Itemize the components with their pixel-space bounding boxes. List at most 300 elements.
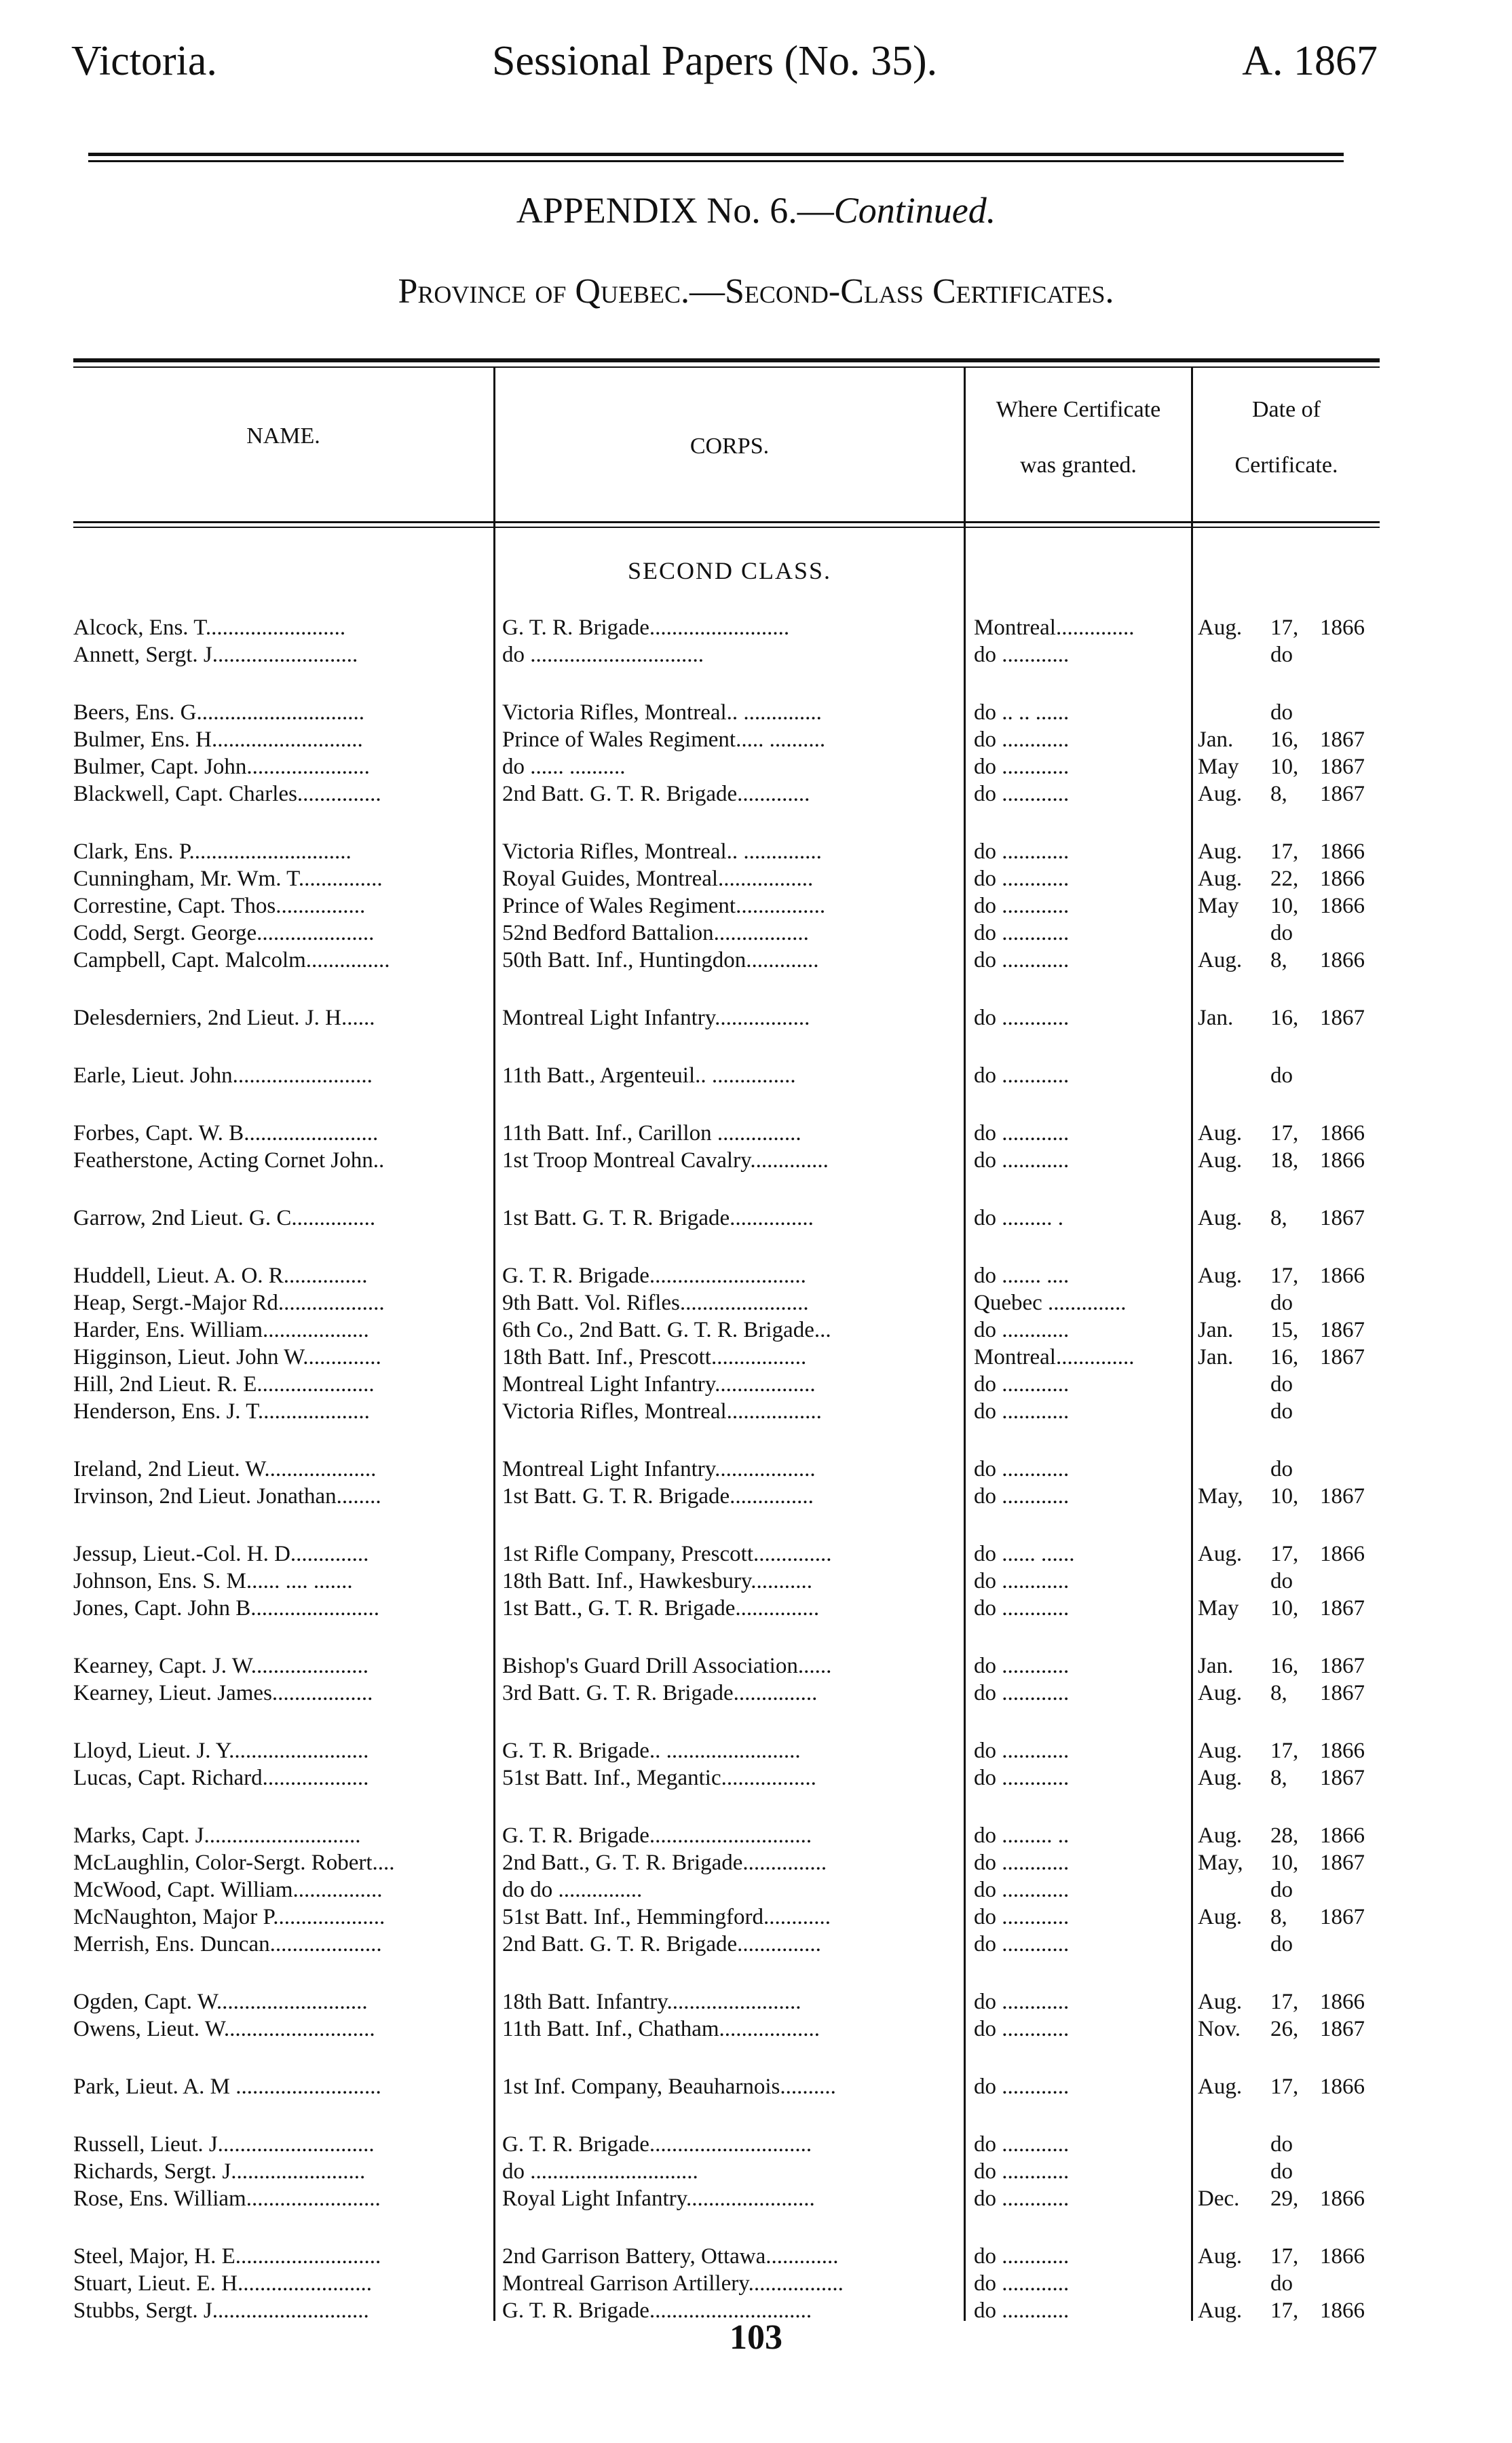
cell-name: Kearney, Lieut. James.................. — [73, 1681, 373, 1705]
cell-corps: 1st Batt., G. T. R. Brigade............... — [502, 1596, 820, 1621]
cell-day: do — [1270, 1878, 1293, 1902]
cell-where: do ............ — [974, 2159, 1070, 2184]
cell-where: do ...... ...... — [974, 1542, 1075, 1566]
cell-day: 16, — [1270, 1654, 1299, 1678]
table-row — [0, 1205, 1512, 1232]
cell-year: 1866 — [1320, 1264, 1365, 1288]
cell-year: 1866 — [1320, 1121, 1365, 1145]
table-row — [0, 614, 1512, 641]
cell-corps: Royal Light Infantry....................... — [502, 2186, 815, 2211]
column-header-date-line1: Date of — [1251, 397, 1321, 422]
cell-where: do ............ — [974, 2075, 1070, 2099]
section-title: SECOND CLASS. — [627, 557, 832, 584]
cell-month: Aug. — [1198, 1148, 1243, 1173]
cell-name: Bulmer, Capt. John...................... — [73, 755, 370, 779]
table-row — [0, 2243, 1512, 2270]
cell-day: 17, — [1270, 616, 1299, 640]
cell-corps: G. T. R. Brigade............................. — [502, 2132, 812, 2157]
cell-corps: Montreal Light Infantry.................. — [502, 1457, 816, 1481]
cell-corps: 50th Batt. Inf., Huntingdon............. — [502, 948, 819, 972]
cell-name: Alcock, Ens. T......................... — [73, 616, 346, 640]
cell-where: do ............ — [974, 1766, 1070, 1790]
cell-day: 26, — [1270, 2017, 1299, 2041]
cell-corps: 2nd Batt. G. T. R. Brigade............. — [502, 782, 810, 806]
table-row — [0, 947, 1512, 974]
cell-name: Ireland, 2nd Lieut. W.................... — [73, 1457, 377, 1481]
cell-name: Irvinson, 2nd Lieut. Jonathan........ — [73, 1484, 381, 1509]
column-header-rule — [73, 521, 1380, 523]
cell-month: Aug. — [1198, 1264, 1243, 1288]
column-header-where-line2: was granted. — [1020, 453, 1137, 478]
cell-day: do — [1270, 1932, 1293, 1956]
cell-name: Cunningham, Mr. Wm. T............... — [73, 867, 383, 891]
cell-month: Aug. — [1198, 2075, 1243, 2099]
table-row — [0, 1849, 1512, 1876]
cell-month: Aug. — [1198, 1542, 1243, 1566]
cell-day: do — [1270, 2132, 1293, 2157]
cell-corps: Prince of Wales Regiment..... .......... — [502, 727, 826, 752]
cell-year: 1867 — [1320, 1484, 1365, 1509]
cell-where: Montreal.............. — [974, 616, 1135, 640]
cell-day: 16, — [1270, 1345, 1299, 1369]
cell-name: Owens, Lieut. W........................... — [73, 2017, 375, 2041]
cell-corps: 18th Batt. Inf., Prescott................. — [502, 1345, 807, 1369]
cell-where: do ............ — [974, 1905, 1070, 1929]
cell-name: Harder, Ens. William................... — [73, 1318, 369, 1342]
cell-corps: 2nd Garrison Battery, Ottawa............. — [502, 2244, 839, 2269]
cell-day: 8, — [1270, 782, 1287, 806]
column-header-date-line2: Certificate. — [1234, 453, 1338, 478]
cell-name: Codd, Sergt. George..................... — [73, 921, 375, 945]
table-row — [0, 2015, 1512, 2043]
table-row — [0, 1456, 1512, 1483]
cell-corps: Montreal Light Infantry................. — [502, 1006, 810, 1030]
cell-day: 17, — [1270, 1264, 1299, 1288]
cell-name: McLaughlin, Color-Sergt. Robert.... — [73, 1851, 395, 1875]
cell-name: Henderson, Ens. J. T.................... — [73, 1399, 370, 1424]
cell-where: do ............ — [974, 1569, 1070, 1593]
cell-month: Jan. — [1198, 1345, 1234, 1369]
table-row — [0, 2158, 1512, 2185]
cell-where: do ............ — [974, 1318, 1070, 1342]
table-row — [0, 1371, 1512, 1398]
cell-name: Stuart, Lieut. E. H........................ — [73, 2271, 372, 2296]
cell-corps: Bishop's Guard Drill Association...... — [502, 1654, 832, 1678]
cell-day: do — [1270, 1063, 1293, 1088]
cell-month: Nov. — [1198, 2017, 1241, 2041]
cell-name: Marks, Capt. J............................ — [73, 1823, 361, 1848]
cell-year: 1867 — [1320, 2017, 1365, 2041]
cell-month: Aug. — [1198, 839, 1243, 864]
cell-corps: Victoria Rifles, Montreal.. .............. — [502, 839, 822, 864]
cell-name: Beers, Ens. G.............................. — [73, 700, 364, 725]
cell-day: 10, — [1270, 755, 1299, 779]
cell-month: Aug. — [1198, 1990, 1243, 2014]
table-row — [0, 1876, 1512, 1904]
appendix-title-text: APPENDIX No. 6. — [516, 190, 797, 231]
cell-year: 1867 — [1320, 755, 1365, 779]
cell-corps: 18th Batt. Inf., Hawkesbury........... — [502, 1569, 813, 1593]
cell-corps: do ............................... — [502, 643, 704, 667]
cell-name: Jessup, Lieut.-Col. H. D.............. — [73, 1542, 369, 1566]
cell-name: Kearney, Capt. J. W..................... — [73, 1654, 369, 1678]
cell-name: Lucas, Capt. Richard................... — [73, 1766, 369, 1790]
cell-day: 10, — [1270, 1484, 1299, 1509]
table-row — [0, 1004, 1512, 1031]
cell-where: do ............ — [974, 2186, 1070, 2211]
cell-year: 1866 — [1320, 867, 1365, 891]
cell-where: do ............ — [974, 2298, 1070, 2323]
cell-name: Heap, Sergt.-Major Rd................... — [73, 1291, 385, 1315]
cell-name: Richards, Sergt. J........................ — [73, 2159, 366, 2184]
cell-year: 1866 — [1320, 616, 1365, 640]
table-subtitle: Province of Quebec.—Second-Class Certificates. — [398, 272, 1114, 311]
header-rule — [88, 160, 1344, 162]
table-row — [0, 1262, 1512, 1289]
cell-corps: 9th Batt. Vol. Rifles....................... — [502, 1291, 809, 1315]
cell-where: do ............ — [974, 1399, 1070, 1424]
column-header-name: NAME. — [246, 423, 320, 449]
table-row — [0, 1988, 1512, 2015]
column-header-corps: CORPS. — [689, 434, 770, 459]
cell-where: do ............ — [974, 1878, 1070, 1902]
cell-day: 8, — [1270, 1905, 1287, 1929]
cell-name: Jones, Capt. John B....................... — [73, 1596, 380, 1621]
cell-month: Aug. — [1198, 2298, 1243, 2323]
table-row — [0, 2185, 1512, 2212]
table-row — [0, 1289, 1512, 1317]
cell-year: 1867 — [1320, 727, 1365, 752]
cell-day: do — [1270, 2271, 1293, 2296]
cell-corps: G. T. R. Brigade............................. — [502, 2298, 812, 2323]
cell-year: 1867 — [1320, 1206, 1365, 1230]
cell-month: Jan. — [1198, 1006, 1234, 1030]
cell-day: do — [1270, 700, 1293, 725]
cell-month: May — [1198, 1596, 1239, 1621]
table-row — [0, 865, 1512, 892]
cell-year: 1867 — [1320, 1905, 1365, 1929]
cell-corps: G. T. R. Brigade......................... — [502, 616, 790, 640]
cell-year: 1866 — [1320, 2298, 1365, 2323]
cell-name: Hill, 2nd Lieut. R. E..................... — [73, 1372, 375, 1397]
table-row — [0, 1062, 1512, 1089]
table-top-rule — [73, 358, 1380, 362]
table-row — [0, 641, 1512, 668]
cell-day: do — [1270, 1569, 1293, 1593]
cell-name: Bulmer, Ens. H........................... — [73, 727, 363, 752]
cell-day: 16, — [1270, 1006, 1299, 1030]
cell-day: 17, — [1270, 2244, 1299, 2269]
cell-year: 1867 — [1320, 1766, 1365, 1790]
cell-month: May — [1198, 755, 1239, 779]
table-row — [0, 1568, 1512, 1595]
table-row — [0, 1540, 1512, 1568]
cell-corps: 11th Batt., Argenteuil.. ............... — [502, 1063, 796, 1088]
cell-day: do — [1270, 1457, 1293, 1481]
cell-year: 1866 — [1320, 1542, 1365, 1566]
table-row — [0, 726, 1512, 753]
cell-day: 10, — [1270, 1851, 1299, 1875]
cell-day: 17, — [1270, 1121, 1299, 1145]
cell-where: do ............ — [974, 1121, 1070, 1145]
table-row — [0, 1317, 1512, 1344]
table-row — [0, 1822, 1512, 1849]
cell-corps: Montreal Light Infantry.................. — [502, 1372, 816, 1397]
cell-month: Aug. — [1198, 948, 1243, 972]
cell-name: Forbes, Capt. W. B........................ — [73, 1121, 379, 1145]
cell-day: 8, — [1270, 1681, 1287, 1705]
table-row — [0, 1120, 1512, 1147]
appendix-title-continued: Continued. — [833, 190, 996, 231]
header-left: Victoria. — [71, 38, 217, 84]
cell-name: Campbell, Capt. Malcolm............... — [73, 948, 390, 972]
cell-corps: G. T. R. Brigade............................ — [502, 1264, 806, 1288]
cell-where: do ............ — [974, 727, 1070, 752]
cell-year: 1866 — [1320, 1739, 1365, 1763]
cell-where: do ............ — [974, 2271, 1070, 2296]
cell-day: 8, — [1270, 1766, 1287, 1790]
cell-year: 1866 — [1320, 2186, 1365, 2211]
column-header-rule — [73, 527, 1380, 528]
table-row — [0, 1931, 1512, 1958]
cell-corps: 2nd Batt., G. T. R. Brigade............... — [502, 1851, 827, 1875]
cell-name: Garrow, 2nd Lieut. G. C............... — [73, 1206, 376, 1230]
cell-day: do — [1270, 1399, 1293, 1424]
cell-where: do ............ — [974, 643, 1070, 667]
header-right: A. 1867 — [1242, 38, 1378, 84]
table-row — [0, 1595, 1512, 1622]
cell-year: 1867 — [1320, 1851, 1365, 1875]
cell-where: do ............ — [974, 1681, 1070, 1705]
cell-day: 17, — [1270, 839, 1299, 864]
cell-name: Huddell, Lieut. A. O. R............... — [73, 1264, 368, 1288]
cell-corps: 3rd Batt. G. T. R. Brigade............... — [502, 1681, 818, 1705]
cell-where: do ............ — [974, 867, 1070, 891]
cell-year: 1866 — [1320, 2244, 1365, 2269]
cell-corps: do .............................. — [502, 2159, 698, 2184]
cell-name: Earle, Lieut. John......................... — [73, 1063, 373, 1088]
table-row — [0, 1483, 1512, 1510]
cell-month: Aug. — [1198, 867, 1243, 891]
table-top-rule — [73, 366, 1380, 368]
cell-corps: G. T. R. Brigade............................. — [502, 1823, 812, 1848]
cell-month: Aug. — [1198, 1681, 1243, 1705]
cell-corps: 11th Batt. Inf., Chatham.................. — [502, 2017, 820, 2041]
cell-name: Annett, Sergt. J.......................... — [73, 643, 358, 667]
cell-day: 17, — [1270, 1739, 1299, 1763]
cell-corps: 18th Batt. Infantry........................ — [502, 1990, 801, 2014]
cell-day: 17, — [1270, 1990, 1299, 2014]
cell-corps: 51st Batt. Inf., Hemmingford............ — [502, 1905, 831, 1929]
cell-name: Clark, Ens. P............................. — [73, 839, 352, 864]
cell-where: do ............ — [974, 1484, 1070, 1509]
cell-month: Aug. — [1198, 1823, 1243, 1848]
cell-year: 1866 — [1320, 894, 1365, 918]
table-row — [0, 2131, 1512, 2158]
cell-corps: Prince of Wales Regiment................ — [502, 894, 826, 918]
appendix-title: APPENDIX No. 6.—Continued. — [516, 190, 996, 231]
cell-year: 1867 — [1320, 1006, 1365, 1030]
cell-name: Russell, Lieut. J............................ — [73, 2132, 375, 2157]
cell-name: Merrish, Ens. Duncan.................... — [73, 1932, 382, 1956]
cell-where: do ............ — [974, 1851, 1070, 1875]
cell-where: do ............ — [974, 1006, 1070, 1030]
column-header-where-line1: Where Certificate — [996, 397, 1161, 422]
cell-name: Delesderniers, 2nd Lieut. J. H...... — [73, 1006, 375, 1030]
cell-where: do ............ — [974, 1372, 1070, 1397]
cell-where: do ............ — [974, 2132, 1070, 2157]
cell-where: do ............ — [974, 1457, 1070, 1481]
cell-corps: 51st Batt. Inf., Megantic................. — [502, 1766, 816, 1790]
column-header-where — [966, 391, 1191, 485]
cell-where: do ............ — [974, 2244, 1070, 2269]
table-row — [0, 838, 1512, 865]
cell-where: do ............ — [974, 921, 1070, 945]
cell-name: Steel, Major, H. E.......................... — [73, 2244, 381, 2269]
cell-corps: Victoria Rifles, Montreal.. .............. — [502, 700, 822, 725]
cell-day: 8, — [1270, 948, 1287, 972]
table-row — [0, 2073, 1512, 2100]
cell-name: Stubbs, Sergt. J............................ — [73, 2298, 369, 2323]
table-row — [0, 1147, 1512, 1174]
cell-corps: do do ............... — [502, 1878, 643, 1902]
cell-year: 1867 — [1320, 1318, 1365, 1342]
table-row — [0, 1652, 1512, 1680]
cell-corps: 1st Troop Montreal Cavalry.............. — [502, 1148, 829, 1173]
column-header-date — [1193, 391, 1380, 485]
cell-name: Johnson, Ens. S. M...... .... ....... — [73, 1569, 353, 1593]
cell-day: 15, — [1270, 1318, 1299, 1342]
cell-corps: Victoria Rifles, Montreal................. — [502, 1399, 822, 1424]
cell-where: do ......... .. — [974, 1823, 1070, 1848]
cell-month: Jan. — [1198, 1318, 1234, 1342]
cell-where: Montreal.............. — [974, 1345, 1135, 1369]
cell-corps: 1st Rifle Company, Prescott.............. — [502, 1542, 832, 1566]
cell-month: May, — [1198, 1851, 1243, 1875]
cell-month: Aug. — [1198, 1121, 1243, 1145]
cell-where: do ............ — [974, 1596, 1070, 1621]
table-row — [0, 1344, 1512, 1371]
cell-year: 1866 — [1320, 1823, 1365, 1848]
cell-name: Blackwell, Capt. Charles............... — [73, 782, 381, 806]
cell-day: do — [1270, 1291, 1293, 1315]
cell-year: 1867 — [1320, 1345, 1365, 1369]
cell-day: do — [1270, 2159, 1293, 2184]
cell-name: Rose, Ens. William........................ — [73, 2186, 381, 2211]
cell-corps: G. T. R. Brigade.. ........................ — [502, 1739, 801, 1763]
cell-day: 29, — [1270, 2186, 1299, 2211]
page-number: 103 — [730, 2318, 782, 2357]
cell-corps: Royal Guides, Montreal................. — [502, 867, 814, 891]
table-row — [0, 892, 1512, 920]
cell-day: 10, — [1270, 894, 1299, 918]
cell-day: do — [1270, 921, 1293, 945]
table-row — [0, 1737, 1512, 1764]
cell-where: do ....... .... — [974, 1264, 1070, 1288]
cell-month: Aug. — [1198, 1766, 1243, 1790]
table-row — [0, 1764, 1512, 1792]
header-center: Sessional Papers (No. 35). — [492, 38, 938, 84]
cell-where: do ............ — [974, 1990, 1070, 2014]
cell-where: do ............ — [974, 1932, 1070, 1956]
cell-day: 22, — [1270, 867, 1299, 891]
cell-name: Ogden, Capt. W........................... — [73, 1990, 368, 2014]
cell-where: do ............ — [974, 1148, 1070, 1173]
cell-year: 1866 — [1320, 2075, 1365, 2099]
cell-day: 17, — [1270, 2075, 1299, 2099]
cell-day: 17, — [1270, 1542, 1299, 1566]
cell-corps: 52nd Bedford Battalion................. — [502, 921, 809, 945]
cell-corps: 6th Co., 2nd Batt. G. T. R. Brigade... — [502, 1318, 831, 1342]
cell-corps: Montreal Garrison Artillery................. — [502, 2271, 844, 2296]
cell-month: Dec. — [1198, 2186, 1240, 2211]
cell-day: 10, — [1270, 1596, 1299, 1621]
cell-month: May, — [1198, 1484, 1243, 1509]
cell-month: Aug. — [1198, 616, 1243, 640]
cell-year: 1866 — [1320, 839, 1365, 864]
table-row — [0, 753, 1512, 780]
cell-where: do ............ — [974, 1739, 1070, 1763]
running-header — [71, 27, 1378, 105]
cell-day: 17, — [1270, 2298, 1299, 2323]
cell-where: Quebec .............. — [974, 1291, 1127, 1315]
cell-where: do ............ — [974, 1063, 1070, 1088]
cell-corps: 1st Inf. Company, Beauharnois.......... — [502, 2075, 836, 2099]
table-row — [0, 1904, 1512, 1931]
cell-month: Aug. — [1198, 1739, 1243, 1763]
cell-year: 1866 — [1320, 1990, 1365, 2014]
cell-year: 1867 — [1320, 1596, 1365, 1621]
table-row — [0, 780, 1512, 808]
cell-where: do ............ — [974, 2017, 1070, 2041]
cell-day: 16, — [1270, 727, 1299, 752]
cell-where: do ............ — [974, 755, 1070, 779]
cell-year: 1866 — [1320, 948, 1365, 972]
cell-where: do ............ — [974, 1654, 1070, 1678]
cell-month: Jan. — [1198, 727, 1234, 752]
cell-where: do ............ — [974, 782, 1070, 806]
cell-corps: 1st Batt. G. T. R. Brigade............... — [502, 1206, 814, 1230]
cell-name: Lloyd, Lieut. J. Y......................... — [73, 1739, 369, 1763]
cell-year: 1866 — [1320, 1148, 1365, 1173]
cell-year: 1867 — [1320, 782, 1365, 806]
cell-where: do ............ — [974, 839, 1070, 864]
cell-corps: 11th Batt. Inf., Carillon ............... — [502, 1121, 801, 1145]
cell-day: 28, — [1270, 1823, 1299, 1848]
cell-name: McWood, Capt. William................ — [73, 1878, 383, 1902]
cell-name: Park, Lieut. A. M .......................... — [73, 2075, 381, 2099]
table-row — [0, 699, 1512, 726]
cell-month: Aug. — [1198, 782, 1243, 806]
cell-day: 8, — [1270, 1206, 1287, 1230]
cell-where: do ............ — [974, 948, 1070, 972]
cell-year: 1867 — [1320, 1654, 1365, 1678]
cell-month: Aug. — [1198, 1206, 1243, 1230]
cell-year: 1867 — [1320, 1681, 1365, 1705]
cell-day: do — [1270, 1372, 1293, 1397]
cell-where: do ............ — [974, 894, 1070, 918]
cell-month: Jan. — [1198, 1654, 1234, 1678]
table-row — [0, 1680, 1512, 1707]
cell-corps: do ...... .......... — [502, 755, 626, 779]
header-rule — [88, 153, 1344, 156]
cell-name: McNaughton, Major P.................... — [73, 1905, 385, 1929]
cell-where: do .. .. ...... — [974, 700, 1070, 725]
cell-name: Featherstone, Acting Cornet John.. — [73, 1148, 385, 1173]
cell-month: Aug. — [1198, 1905, 1243, 1929]
cell-name: Correstine, Capt. Thos................ — [73, 894, 366, 918]
cell-day: do — [1270, 643, 1293, 667]
